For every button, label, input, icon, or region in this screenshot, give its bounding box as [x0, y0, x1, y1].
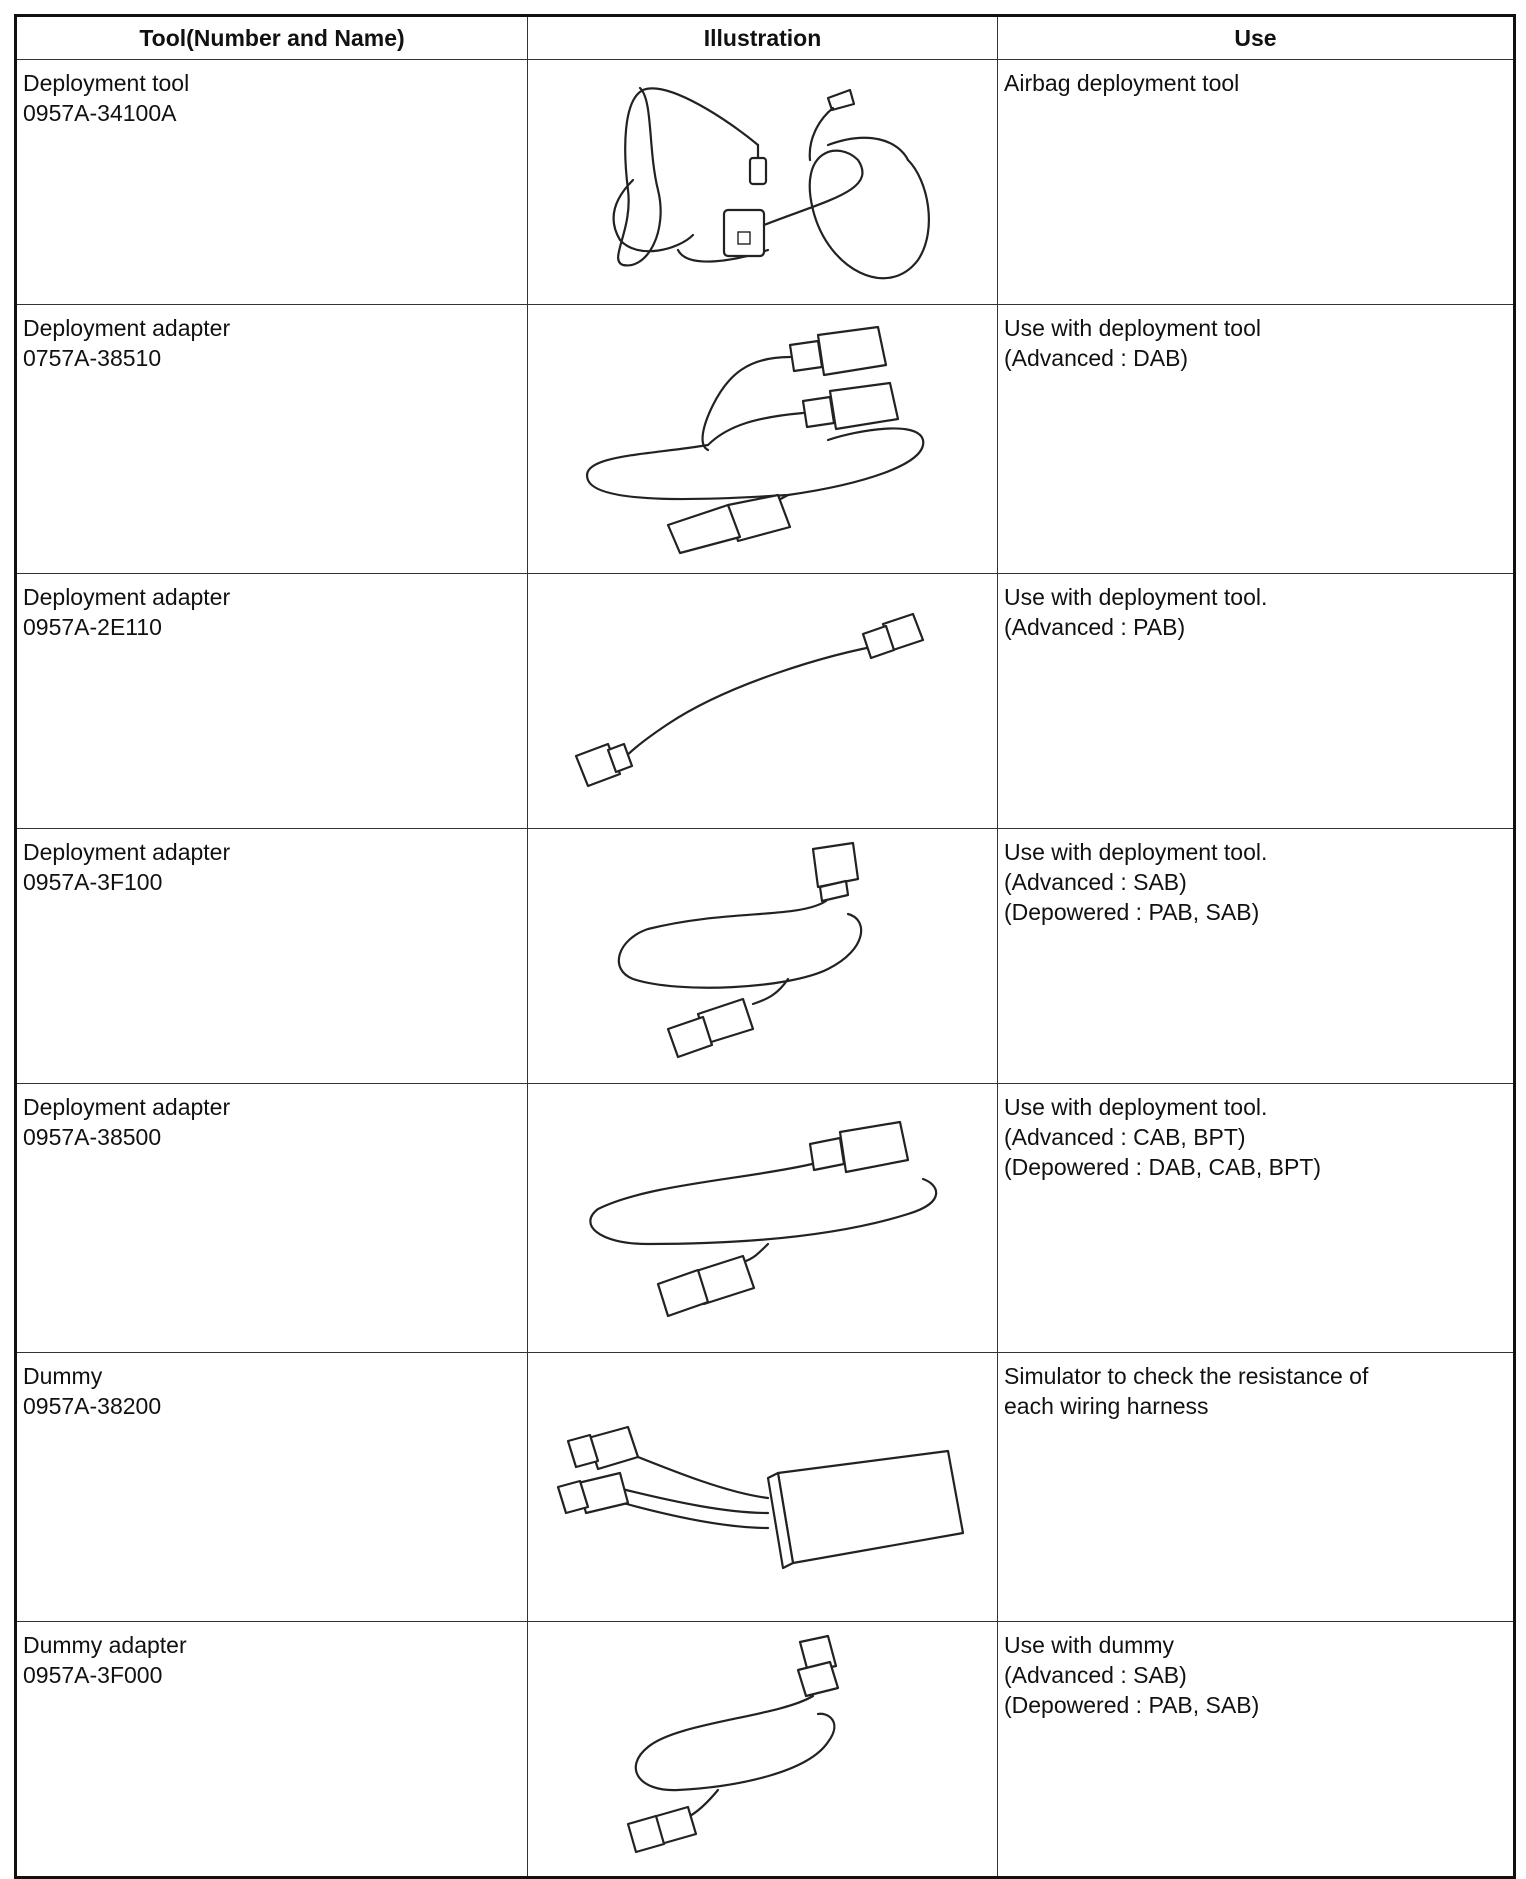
- dual-connector-adapter-icon: [528, 305, 998, 573]
- tool-number: 0957A-3F000: [23, 1662, 163, 1688]
- tool-cell: [16, 1622, 528, 1878]
- tool-name: Dummy: [23, 1363, 103, 1389]
- use-line: (Depowered : PAB, SAB): [1004, 899, 1260, 925]
- table-row: [16, 305, 1515, 574]
- table-row: [16, 60, 1515, 305]
- use-line: Use with deployment tool: [1004, 315, 1261, 341]
- illustration-cell: [528, 574, 998, 829]
- tool-number: 0957A-34100A: [23, 100, 177, 126]
- tool-cell: [16, 305, 528, 574]
- use-cell: [998, 829, 1515, 1084]
- tool-cell: [16, 60, 528, 305]
- header-use: Use: [998, 16, 1515, 60]
- use-line: Simulator to check the resistance of: [1004, 1363, 1369, 1389]
- loop-connector-adapter-icon: [528, 1084, 998, 1352]
- table-row: [16, 1353, 1515, 1622]
- use-line: Use with dummy: [1004, 1632, 1174, 1658]
- tool-name: Deployment adapter: [23, 315, 231, 341]
- use-cell: [998, 60, 1515, 305]
- tool-number: 0957A-2E110: [23, 614, 162, 640]
- illustration-cell: [528, 60, 998, 305]
- straight-cable-adapter-icon: [528, 574, 998, 828]
- tool-name: Deployment tool: [23, 70, 190, 96]
- use-line: each wiring harness: [1004, 1393, 1209, 1419]
- tool-number: 0957A-38200: [23, 1393, 162, 1419]
- looped-cable-adapter-icon: [528, 829, 998, 1083]
- dummy-adapter-icon: [528, 1622, 998, 1876]
- use-line: (Advanced : CAB, BPT): [1004, 1124, 1246, 1150]
- use-line: Use with deployment tool.: [1004, 839, 1268, 865]
- use-line: (Depowered : PAB, SAB): [1004, 1692, 1260, 1718]
- tool-number: 0757A-38510: [23, 345, 162, 371]
- illustration-cell: [528, 1622, 998, 1878]
- tool-name: Deployment adapter: [23, 1094, 231, 1120]
- tool-name: Dummy adapter: [23, 1632, 187, 1658]
- use-cell: [998, 574, 1515, 829]
- use-line: (Advanced : SAB): [1004, 869, 1187, 895]
- use-cell: [998, 1353, 1515, 1622]
- use-line: (Advanced : SAB): [1004, 1662, 1187, 1688]
- deployment-tool-icon: [528, 60, 998, 304]
- table-row: [16, 1622, 1515, 1878]
- header-tool: Tool(Number and Name): [16, 16, 528, 60]
- use-line: Use with deployment tool.: [1004, 1094, 1268, 1120]
- tool-number: 0957A-38500: [23, 1124, 162, 1150]
- tool-name: Deployment adapter: [23, 584, 231, 610]
- use-cell: [998, 305, 1515, 574]
- tool-cell: [16, 574, 528, 829]
- tool-name: Deployment adapter: [23, 839, 231, 865]
- use-cell: [998, 1084, 1515, 1353]
- tool-cell: [16, 1084, 528, 1353]
- illustration-cell: [528, 1084, 998, 1353]
- use-line: Use with deployment tool.: [1004, 584, 1268, 610]
- use-line: (Depowered : DAB, CAB, BPT): [1004, 1154, 1321, 1180]
- header-row: [16, 16, 1515, 60]
- dummy-simulator-icon: [528, 1353, 998, 1621]
- special-tools-table: [14, 14, 1516, 1879]
- table-row: [16, 1084, 1515, 1353]
- use-line: (Advanced : PAB): [1004, 614, 1186, 640]
- tool-cell: [16, 829, 528, 1084]
- use-line: Airbag deployment tool: [1004, 70, 1240, 96]
- illustration-cell: [528, 1353, 998, 1622]
- tool-cell: [16, 1353, 528, 1622]
- tool-number: 0957A-3F100: [23, 869, 163, 895]
- table-row: [16, 574, 1515, 829]
- use-line: (Advanced : DAB): [1004, 345, 1189, 371]
- table-row: [16, 829, 1515, 1084]
- illustration-cell: [528, 829, 998, 1084]
- header-illustration: Illustration: [528, 16, 998, 60]
- use-cell: [998, 1622, 1515, 1878]
- illustration-cell: [528, 305, 998, 574]
